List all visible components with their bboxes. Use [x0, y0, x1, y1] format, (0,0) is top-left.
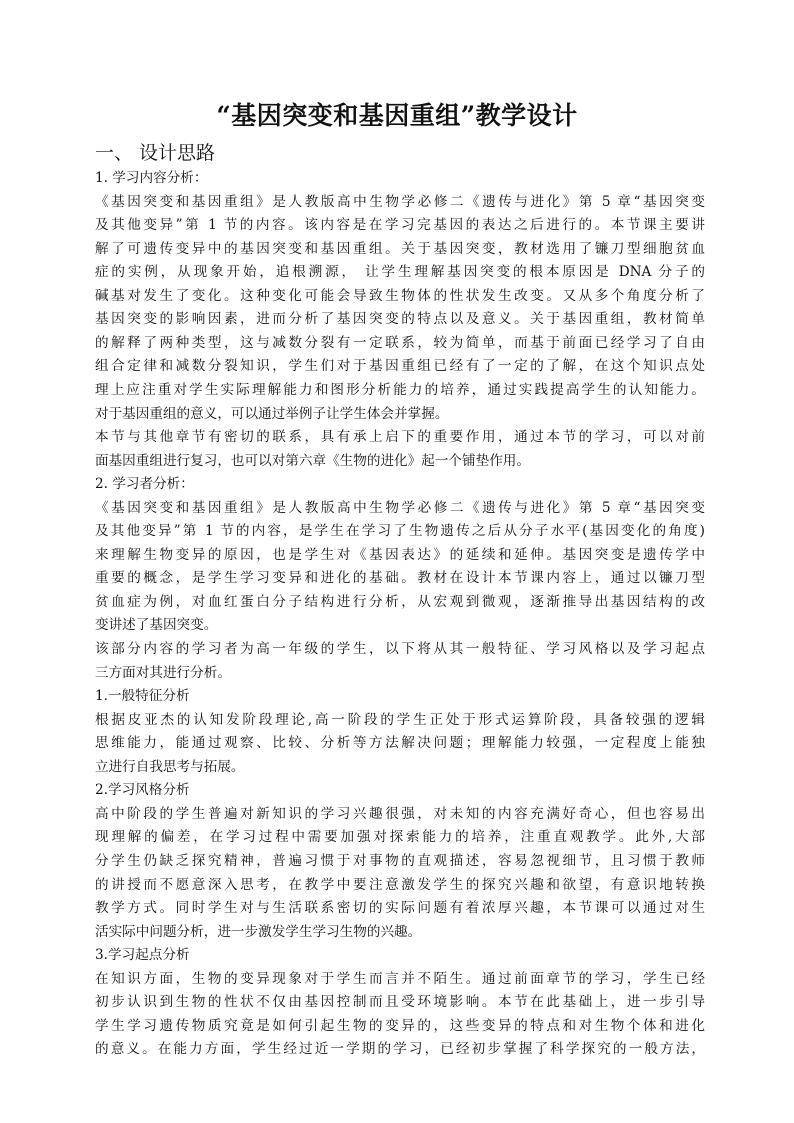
text-line: 初步认识到生物的性状不仅由基因控制而且受环境影响。本节在此基础上，进一步引导 — [95, 994, 705, 1011]
text-line: 重要的概念，是学生学习变异和进化的基础。教材在设计本节课内容上，通过以镰刀型 — [95, 570, 705, 587]
text-line: 思维能力，能通过观察、比较、分析等方法解决问题；理解能力较强，一定程度上能独 — [95, 735, 705, 752]
text-line: 本节与其他章节有密切的联系，具有承上启下的重要作用，通过本节的学习，可以对前 — [95, 429, 705, 446]
text-line: 现理解的偏差，在学习过程中需要加强对探索能力的培养，注重直观教学。此外,大部 — [95, 829, 705, 846]
text-line: 在知识方面，生物的变异现象对于学生而言并不陌生。通过前面章节的学习，学生已经 — [95, 970, 705, 987]
text-line: 理上应注重对学生实际理解能力和图形分析能力的培养，通过实践提高学生的认知能力。 — [95, 381, 705, 398]
document-title: “基因突变和基因重组”教学设计 — [216, 101, 578, 130]
text-line: 三方面对其进行分析。 — [95, 664, 231, 681]
text-line: 的解释了两种类型，这与减数分裂有一定联系，较为简单，而基于前面已经学习了自由 — [95, 334, 705, 351]
text-line: 及其他变异”第 1 节的内容。该内容是在学习完基因的表达之后进行的。本节课主要讲 — [95, 217, 705, 234]
text-line: 2. 学习者分析： — [95, 476, 194, 493]
text-line: 根据皮亚杰的认知发阶段理论,高一阶段的学生正处于形式运算阶段，具备较强的逻辑 — [95, 711, 705, 728]
text-line: 2.学习风格分析 — [95, 782, 190, 799]
text-line: 分学生仍缺乏探究精神，普遍习惯于对事物的直观描述，容易忽视细节，且习惯于教师 — [95, 852, 705, 869]
text-line: 及其他变异”第 1 节的内容，是学生在学习了生物遗传之后从分子水平(基因变化的角度) — [95, 523, 705, 540]
text-line: 活实际中问题分析，进一步激发学生学习生物的兴趣。 — [95, 923, 422, 940]
text-line: 《基因突变和基因重组》是人教版高中生物学必修二《遗传与进化》第 5 章“基因突变 — [95, 193, 705, 210]
text-line: 面基因重组进行复习，也可以对第六章《生物的进化》起一个铺垫作用。 — [95, 452, 530, 469]
text-line: 1.一般特征分析 — [95, 688, 190, 705]
text-line: 1. 学习内容分析： — [95, 170, 208, 186]
section-heading: 一、 设计思路 — [95, 142, 216, 164]
text-line: 立进行自我思考与拓展。 — [95, 758, 245, 775]
text-line: 碱基对发生了变化。这种变化可能会导致生物体的性状发生改变。又从多个角度分析了 — [95, 287, 705, 304]
text-line: 对于基因重组的意义，可以通过举例子让学生体会并掌握。 — [95, 405, 449, 422]
text-line: 学生学习遗传物质究竟是如何引起生物的变异的，这些变异的特点和对生物个体和进化 — [95, 1017, 705, 1034]
text-line: 教学方式。同时学生对与生活联系密切的实际问题有着浓厚兴趣，本节课可以通过对生 — [95, 900, 705, 917]
text-line: 高中阶段的学生普遍对新知识的学习兴趣很强，对未知的内容充满好奇心，但也容易出 — [95, 805, 705, 822]
text-line: 该部分内容的学习者为高一年级的学生，以下将从其一般特征、学习风格以及学习起点 — [95, 641, 705, 657]
text-line: 症的实例，从现象开始，追根溯源， 让学生理解基因突变的根本原因是 DNA 分子的 — [95, 264, 705, 281]
text-line: 基因突变的影响因素，进而分析了基因突变的特点以及意义。关于基因重组，教材简单 — [95, 311, 705, 328]
text-line: 变讲述了基因突变。 — [95, 617, 218, 634]
text-line: 解了可遗传变异中的基因突变和基因重组。关于基因突变，教材选用了镰刀型细胞贫血 — [95, 240, 705, 257]
text-line: 的讲授而不愿意深入思考，在教学中要注意激发学生的探究兴趣和欲望，有意识地转换 — [95, 876, 705, 893]
text-line: 组合定律和减数分裂知识，学生们对于基因重组已经有了一定的了解，在这个知识点处 — [95, 358, 705, 375]
text-line: 3.学习起点分析 — [95, 947, 190, 964]
text-line: 贫血症为例，对血红蛋白分子结构进行分析，从宏观到微观，逐渐推导出基因结构的改 — [95, 593, 705, 610]
text-line: 来理解生物变异的原因，也是学生对《基因表达》的延续和延伸。基因突变是遗传学中 — [95, 546, 705, 563]
text-line: 的意义。在能力方面，学生经过近一学期的学习，已经初步掌握了科学探究的一般方法， — [95, 1041, 705, 1058]
text-line: 《基因突变和基因重组》是人教版高中生物学必修二《遗传与进化》第 5 章“基因突变 — [95, 499, 705, 516]
